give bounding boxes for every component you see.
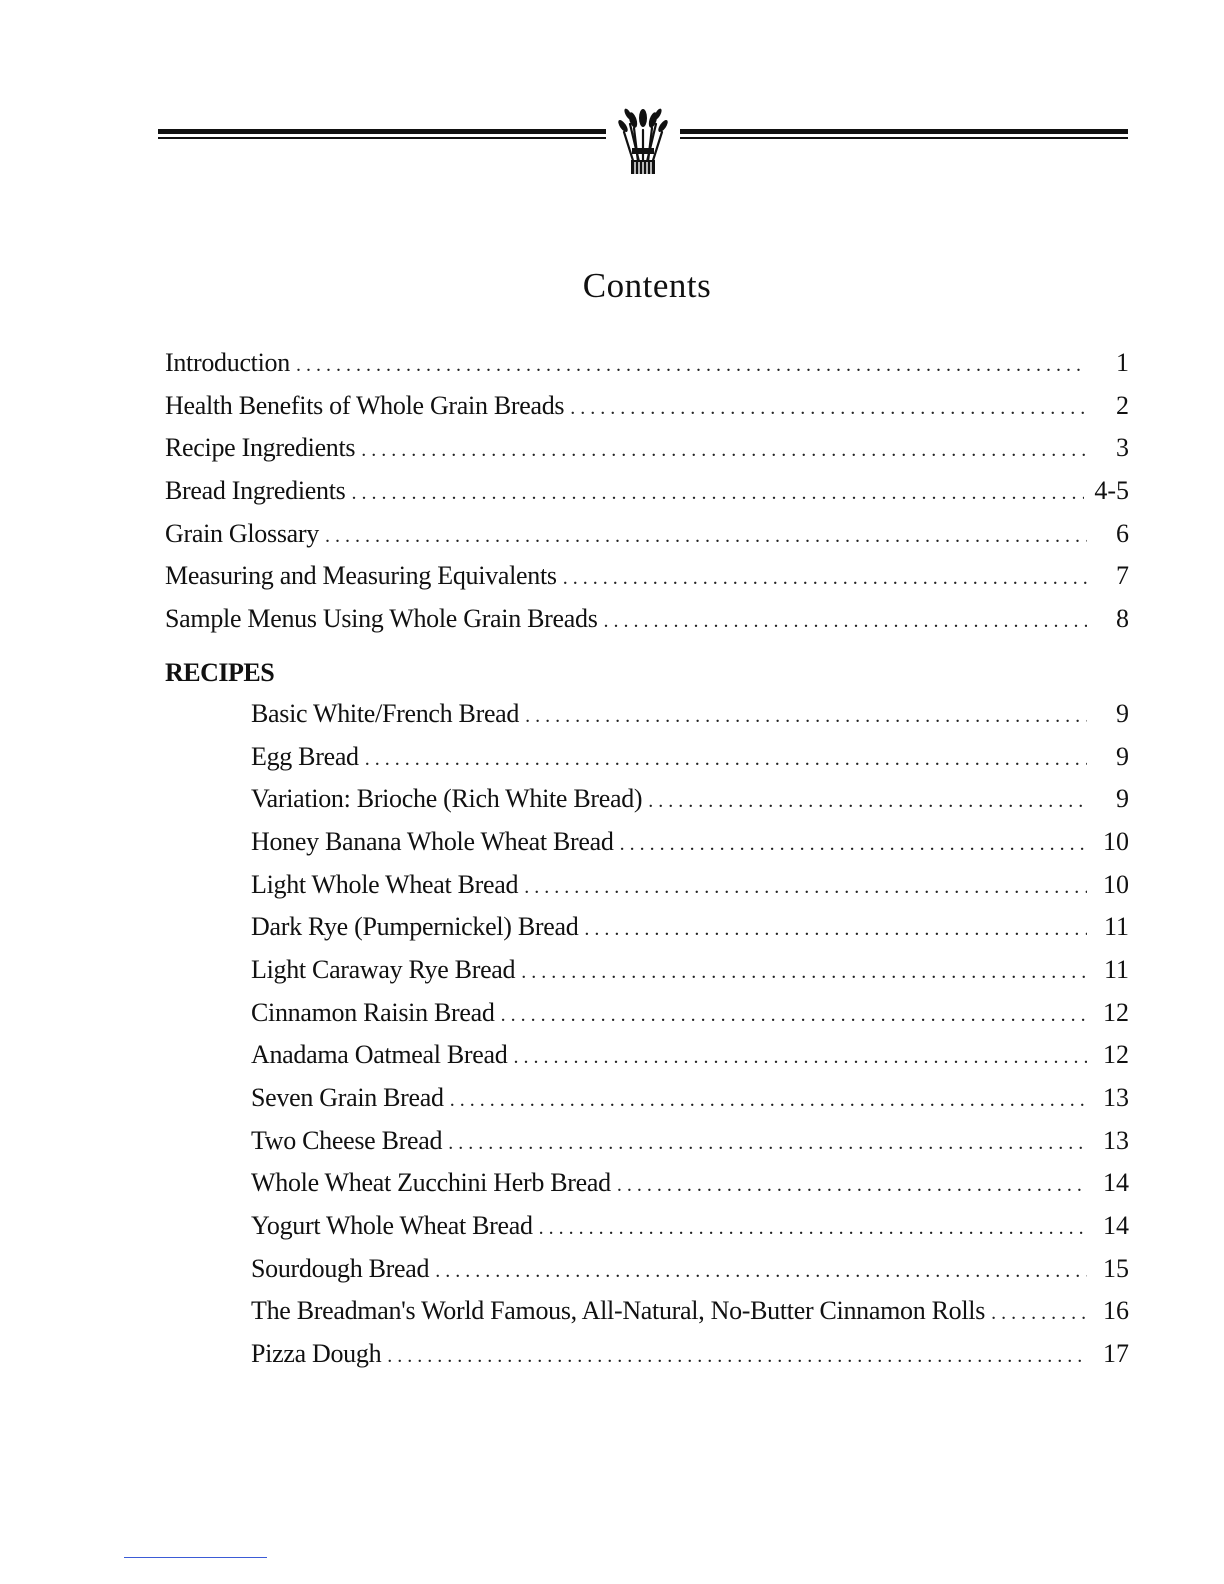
toc-entry-title: Egg Bread <box>251 741 359 771</box>
toc-page-number: 8 <box>1116 604 1129 634</box>
toc-recipe-entry <box>251 992 1129 1035</box>
toc-entry-title: Grain Glossary <box>165 518 319 548</box>
dot-leader <box>387 1335 1087 1378</box>
toc-recipe-entry <box>251 949 1129 992</box>
dot-leader <box>524 866 1087 909</box>
toc-entry-title: Sample Menus Using Whole Grain Breads <box>165 604 598 634</box>
dot-leader <box>365 738 1087 781</box>
dot-leader <box>991 1292 1087 1335</box>
toc-entry-title: Seven Grain Bread <box>251 1083 444 1112</box>
toc-page-number: 12 <box>1103 997 1129 1027</box>
recipes-heading: RECIPES <box>165 657 275 687</box>
footer-divider <box>124 1557 267 1558</box>
toc-entry-title: Cinnamon Raisin Bread <box>251 997 495 1027</box>
dot-leader <box>325 515 1087 558</box>
dot-leader <box>620 823 1087 866</box>
toc-entry-title: Recipe Ingredients <box>165 433 356 463</box>
toc-entry-title: Whole Wheat Zucchini Herb Bread <box>251 1168 611 1198</box>
toc-entry <box>165 598 1129 641</box>
toc-page-number: 11 <box>1103 954 1129 984</box>
toc-recipe-entry <box>251 1333 1129 1376</box>
toc-page-number: 14 <box>1103 1211 1129 1241</box>
toc-recipe-entry <box>251 1034 1129 1077</box>
toc-recipe-entry <box>251 1120 1129 1163</box>
toc-entry-title: Introduction <box>165 348 290 377</box>
toc-entry-title: Two Cheese Bread <box>251 1125 443 1155</box>
dot-leader <box>525 695 1087 738</box>
toc-entry-title: Yogurt Whole Wheat Bread <box>251 1211 533 1241</box>
dot-leader <box>584 908 1087 951</box>
toc-recipe-entries <box>165 693 1129 1376</box>
toc-entry-title: The Breadman's World Famous, All-Natural, No-Butter Cinnamon Rolls <box>251 1296 986 1326</box>
dot-leader <box>435 1250 1087 1293</box>
dot-leader <box>570 387 1087 430</box>
toc-recipe-entry <box>251 1162 1129 1205</box>
dot-leader <box>521 951 1087 994</box>
toc-entry-title: Dark Rye (Pumpernickel) Bread <box>251 912 579 942</box>
dot-leader <box>617 1164 1087 1207</box>
toc-recipe-entry <box>251 1077 1129 1120</box>
header-ornament <box>158 100 1128 180</box>
toc-page-number: 14 <box>1103 1168 1129 1198</box>
toc-page-number: 9 <box>1116 698 1129 728</box>
toc-entry-title: Measuring and Measuring Equivalents <box>165 561 557 591</box>
toc-entry-title: Variation: Brioche (Rich White Bread) <box>251 784 643 814</box>
dot-leader <box>296 344 1087 387</box>
toc-page-number: 2 <box>1116 390 1129 420</box>
toc-recipe-entry <box>251 736 1129 779</box>
dot-leader <box>539 1207 1087 1250</box>
dot-leader <box>604 600 1087 643</box>
toc-entry <box>165 470 1129 513</box>
dot-leader <box>351 472 1084 515</box>
toc-entry <box>165 555 1129 598</box>
toc-page-number: 6 <box>1116 518 1129 548</box>
toc-recipe-entry <box>251 906 1129 949</box>
toc-entry-title: Sourdough Bread <box>251 1253 430 1283</box>
toc-main-entries <box>165 342 1129 641</box>
dot-leader <box>648 780 1087 823</box>
toc-entry-title: Basic White/French Bread <box>251 698 520 728</box>
dot-leader <box>513 1036 1087 1079</box>
toc-page-number: 4-5 <box>1094 476 1129 506</box>
toc-recipe-entry <box>251 864 1129 907</box>
dot-leader <box>448 1122 1087 1165</box>
toc-page-number: 10 <box>1103 869 1129 899</box>
toc-entry <box>165 342 1129 385</box>
wheat-sheaf-icon <box>606 100 680 178</box>
toc-recipe-entry <box>251 1290 1129 1333</box>
toc-recipe-entry <box>251 1248 1129 1291</box>
toc-page-number: 9 <box>1116 741 1129 771</box>
toc-entry-title: Honey Banana Whole Wheat Bread <box>251 826 614 856</box>
toc-entry-title: Anadama Oatmeal Bread <box>251 1040 508 1070</box>
toc-recipe-entry <box>251 778 1129 821</box>
toc-entry <box>165 427 1129 470</box>
toc-entry-title: Light Caraway Rye Bread <box>251 954 516 984</box>
toc-page-number: 9 <box>1116 784 1129 814</box>
table-of-contents <box>165 342 1129 1376</box>
toc-entry <box>165 513 1129 556</box>
dot-leader <box>501 994 1087 1037</box>
toc-page-number: 13 <box>1103 1125 1129 1155</box>
toc-page-number: 17 <box>1103 1339 1129 1369</box>
dot-leader <box>563 557 1087 600</box>
toc-entry-title: Bread Ingredients <box>165 476 346 506</box>
dot-leader <box>450 1079 1087 1122</box>
toc-recipe-entry <box>251 821 1129 864</box>
toc-page-number: 16 <box>1103 1296 1129 1326</box>
toc-recipe-entry <box>251 693 1129 736</box>
toc-page-number: 12 <box>1103 1040 1129 1070</box>
toc-page-number: 11 <box>1103 912 1129 942</box>
toc-entry-title: Light Whole Wheat Bread <box>251 869 519 899</box>
toc-page-number: 15 <box>1103 1253 1129 1283</box>
toc-page-number: 13 <box>1103 1083 1129 1112</box>
toc-page-number: 3 <box>1116 433 1129 463</box>
toc-page-number: 1 <box>1116 348 1129 377</box>
page-title: Contents <box>582 266 712 305</box>
toc-entry <box>165 385 1129 428</box>
toc-entry-title: Pizza Dough <box>251 1339 382 1369</box>
toc-page-number: 7 <box>1116 561 1129 591</box>
toc-page-number: 10 <box>1103 826 1129 856</box>
toc-entry-title: Health Benefits of Whole Grain Breads <box>165 390 565 420</box>
dot-leader <box>361 429 1087 472</box>
toc-recipe-entry <box>251 1205 1129 1248</box>
